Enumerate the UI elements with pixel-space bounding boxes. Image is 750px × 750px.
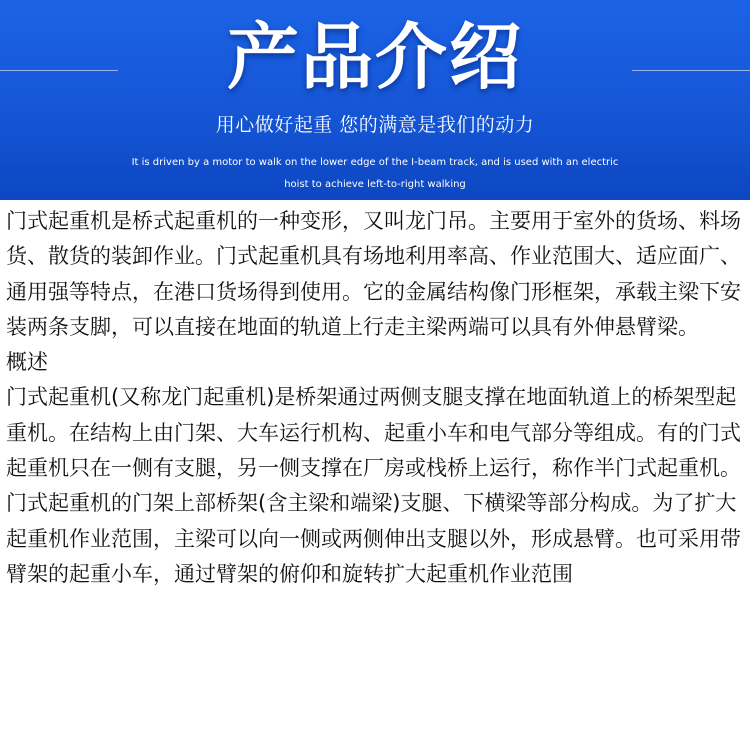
intro-paragraph: 门式起重机是桥式起重机的一种变形，又叫龙门吊。主要用于室外的货场、料场货、散货的装卸作业。门式起重机具有场地利用率高、作业范围大、适应面广、通用强等特点，在港口货场得到使用。它的金属结构像门形框架，承载主梁下安装两条支脚，可以直接在地面的轨道上行走主梁两端可以具有外伸悬臂梁。 [6, 209, 741, 339]
banner-slogan: 用心做好起重 您的满意是我们的动力 [215, 114, 535, 136]
article-body [6, 204, 748, 592]
section-heading: 概述 [6, 350, 48, 375]
banner-title: 产品介绍 [226, 15, 523, 99]
banner-english-description: It is driven by a motor to walk on the lower edge of the I-beam track, and is used with an electric hoist to achieve left-to-right walking [131, 157, 619, 190]
overview-paragraph: 门式起重机(又称龙门起重机)是桥架通过两侧支腿支撑在地面轨道上的桥架型起重机。在结构上由门架、大车运行机构、起重小车和电气部分等组成。有的门式起重机只在一侧有支腿，另一侧支撑在厂房或栈桥上运行，称作半门式起重机。门式起重机的门架上部桥架(含主梁和端梁)支腿、下横梁等部分构成。为了扩大起重机作业范围，主梁可以向一侧或两侧伸出支腿以外，形成悬臂。也可采用带臂架的起重小车，通过臂架的俯仰和旋转扩大起重机作业范围 [6, 385, 741, 586]
header-banner [0, 0, 750, 200]
